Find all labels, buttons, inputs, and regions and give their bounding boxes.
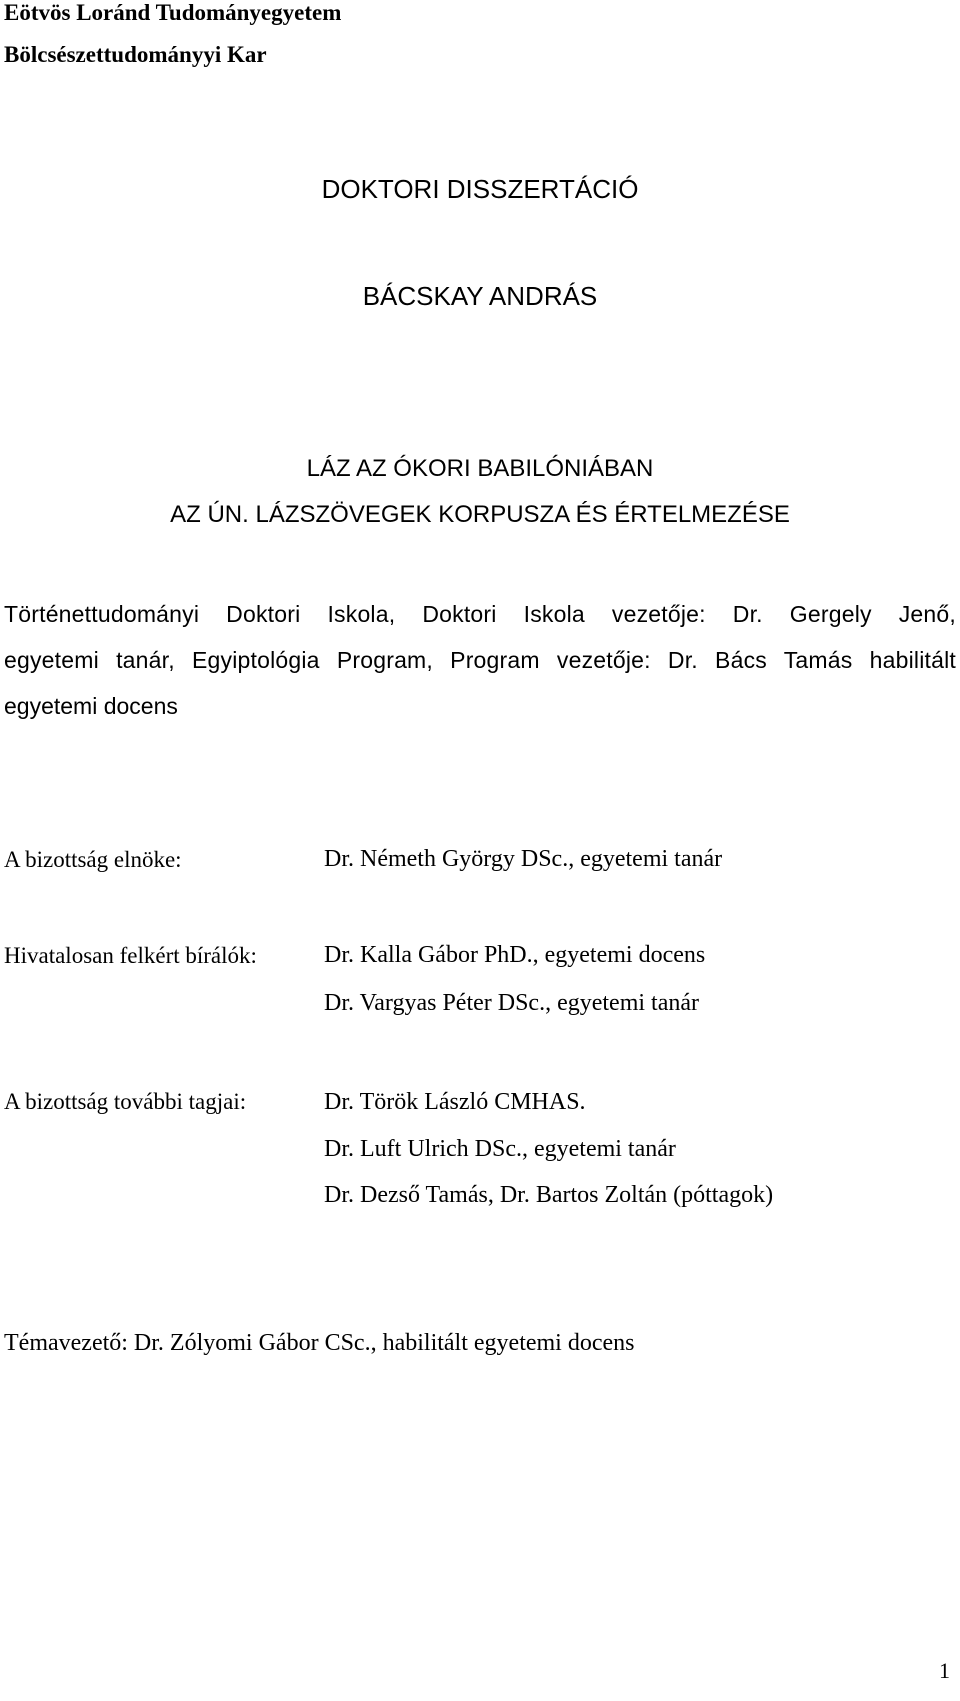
thesis-title-line-2: AZ ÚN. LÁZSZÖVEGEK KORPUSZA ÉS ÉRTELMEZÉSE: [170, 501, 790, 528]
supervisor: Témavezető: Dr. Zólyomi Gábor CSc., habilitált egyetemi docens: [4, 1330, 635, 1356]
author-name: BÁCSKAY ANDRÁS: [362, 281, 598, 311]
committee-chair-label: A bizottság elnöke:: [4, 847, 182, 872]
document-type: DOKTORI DISSZERTÁCIÓ: [321, 174, 639, 204]
school-info-line-3: egyetemi docens: [4, 693, 178, 719]
page-number: 1: [939, 1658, 950, 1683]
member-1: Dr. Török László CMHAS.: [324, 1089, 586, 1115]
reviewer-1: Dr. Kalla Gábor PhD., egyetemi docens: [324, 942, 706, 968]
reviewers-label: Hivatalosan felkért bírálók:: [4, 943, 257, 968]
school-info-line-2: egyetemi tanár, Egyiptológia Program, Program vezetője: Dr. Bács Tamás habilitált: [4, 647, 956, 673]
member-3: Dr. Dezső Tamás, Dr. Bartos Zoltán (póttagok): [324, 1182, 774, 1208]
member-2: Dr. Luft Ulrich DSc., egyetemi tanár: [324, 1136, 676, 1162]
school-info-line-1: Történettudományi Doktori Iskola, Doktori Iskola vezetője: Dr. Gergely Jenő,: [4, 601, 956, 627]
university-name: Eötvös Loránd Tudományegyetem: [4, 0, 342, 25]
members-label: A bizottság további tagjai:: [4, 1089, 247, 1114]
committee-chair: Dr. Németh György DSc., egyetemi tanár: [324, 846, 723, 872]
thesis-title-line-1: LÁZ AZ ÓKORI BABILÓNIÁBAN: [306, 455, 654, 482]
faculty-name: Bölcsészettudományyi Kar: [4, 42, 267, 67]
reviewer-2: Dr. Vargyas Péter DSc., egyetemi tanár: [324, 990, 700, 1016]
